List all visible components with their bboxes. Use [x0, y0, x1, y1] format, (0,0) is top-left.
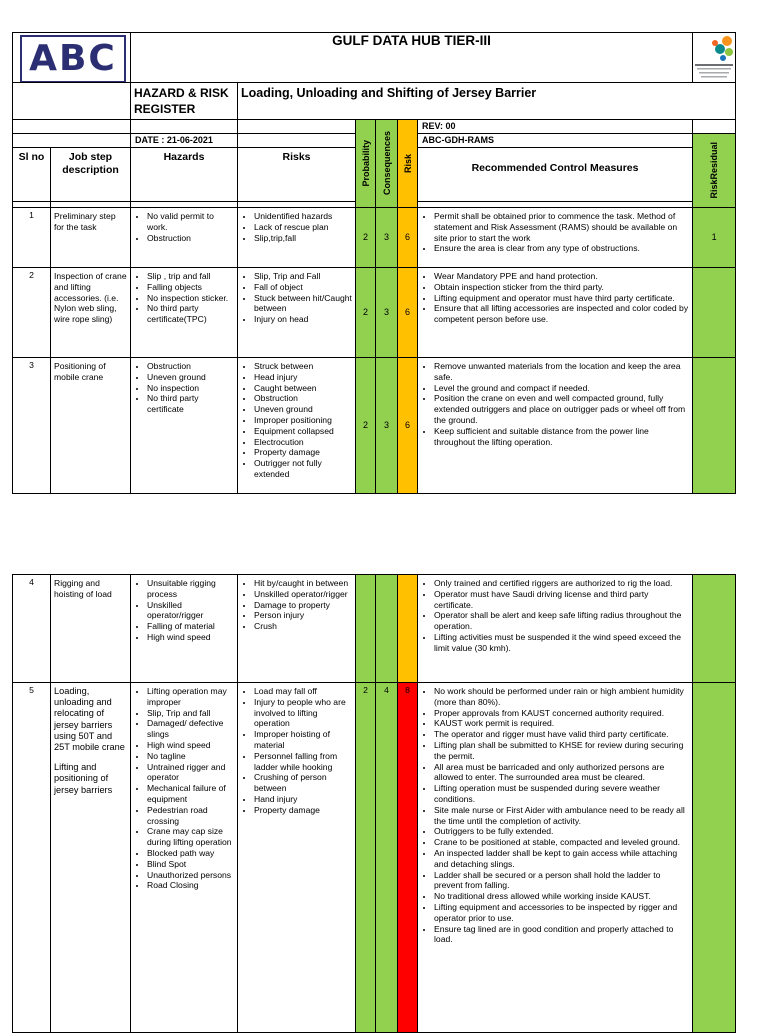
job-step-text: Rigging and hoisting of load: [51, 575, 131, 683]
list-item: • No inspection sticker.: [147, 293, 234, 304]
risk-header: [398, 120, 418, 208]
list-item: • Ladder shall be secured or a person shall hold the ladder to prevent from falling.: [434, 870, 689, 892]
sl-number: 4: [13, 575, 51, 683]
list-item: • Ensure tag lined are in good condition and properly attached to load.: [434, 924, 689, 946]
list-item: • Slip,trip,fall: [254, 233, 352, 244]
list-item: • Outriggers to be fully extended.: [434, 826, 689, 837]
list-item: • Improper hoisting of material: [254, 729, 352, 751]
rev-label: REV: 00: [418, 120, 693, 134]
list-item: • High wind speed: [147, 632, 234, 643]
list-item: • Personnel falling from ladder while hooking: [254, 751, 352, 773]
list-item: • Damage to property: [254, 600, 352, 611]
residual-value: [693, 358, 736, 494]
risk-value: 8: [398, 683, 418, 1033]
list-item: • Falling of material: [147, 621, 234, 632]
hazards-header: Hazards: [131, 148, 238, 202]
list-item: • No third party certificate(TPC): [147, 303, 234, 325]
blank-cell: [131, 120, 238, 134]
doc-ref-label: ABC-GDH-RAMS: [418, 134, 693, 148]
controls-list: [418, 268, 693, 358]
list-item: • Operator must have Saudi driving license and third party certificate.: [434, 589, 689, 611]
list-item: • Obstruction: [254, 393, 352, 404]
job-step-header: Job step description: [51, 148, 131, 202]
list-item: • Remove unwanted materials from the location and keep the area safe.: [434, 361, 689, 383]
residual-label: RiskResidual: [709, 142, 720, 199]
sl-number: 3: [13, 358, 51, 494]
list-item: • Blind Spot: [147, 859, 234, 870]
list-item: • Hit by/caught in between: [254, 578, 352, 589]
list-item: • Ensure that all lifting accessories are inspected and color coded by competent person before use.: [434, 303, 689, 325]
list-item: • Proper approvals from KAUST concerned authority required.: [434, 708, 689, 719]
probability-value: 2: [356, 358, 376, 494]
date-label: DATE : 21-06-2021: [131, 134, 238, 148]
risk-value: 6: [398, 268, 418, 358]
hazards-list: [131, 683, 238, 1033]
probability-value: 2: [356, 683, 376, 1033]
list-item: • Unskilled operator/rigger: [147, 600, 234, 622]
list-item: • Unauthorized persons: [147, 870, 234, 881]
controls-list: [418, 208, 693, 268]
sl-no-header: Sl no: [13, 148, 51, 202]
list-item: • No work should be performed under rain or high ambient humidity (more than 80%).: [434, 686, 689, 708]
list-item: • Falling objects: [147, 282, 234, 293]
list-item: • Keep sufficient and suitable distance from the power line throughout the lifting operation.: [434, 426, 689, 448]
table-row: [13, 575, 736, 683]
job-step-text-2: Lifting and positioning of jersey barriers: [54, 762, 113, 795]
list-item: • Unskilled operator/rigger: [254, 589, 352, 600]
list-item: • Stuck between hit/Caught between: [254, 293, 352, 315]
abc-logo: [20, 35, 126, 83]
hazards-list: [131, 358, 238, 494]
company-logo-cell: [13, 33, 131, 83]
blank-cell: [13, 120, 131, 134]
list-item: • Unsuitable rigging process: [147, 578, 234, 600]
blank-cell: [238, 120, 356, 134]
list-item: • Site male nurse or First Aider with ambulance need to be ready all the time until the completion of activity.: [434, 805, 689, 827]
sl-number: 5: [13, 683, 51, 1033]
hazards-list: [131, 208, 238, 268]
list-item: • Crush: [254, 621, 352, 632]
table-row: [13, 358, 736, 494]
list-item: • The operator and rigger must have valid third party certificate.: [434, 729, 689, 740]
list-item: • Wear Mandatory PPE and hand protection.: [434, 271, 689, 282]
list-item: • Person injury: [254, 610, 352, 621]
abc-logo-text: ABC: [29, 37, 117, 79]
consequence-value: 4: [376, 683, 398, 1033]
risks-header: Risks: [238, 148, 356, 202]
job-step-text: Loading, unloading and relocating of jersey barriers using 50T and 25T mobile crane: [54, 686, 125, 753]
consequence-value: 3: [376, 208, 398, 268]
risk-value: 6: [398, 358, 418, 494]
consequences-label: Consequences: [381, 131, 392, 196]
list-item: • Crushing of person between: [254, 772, 352, 794]
list-item: • Obtain inspection sticker from the third party.: [434, 282, 689, 293]
list-item: • Lack of rescue plan: [254, 222, 352, 233]
list-item: • Lifting activities must be suspended it the wind speed exceed the limit value (30 kmh).: [434, 632, 689, 654]
list-item: • Obstruction: [147, 361, 234, 372]
list-item: • Blocked path way: [147, 848, 234, 859]
job-step-cell: [51, 683, 131, 1033]
residual-header: [693, 134, 736, 208]
list-item: • No tagline: [147, 751, 234, 762]
table-row: [13, 208, 736, 268]
list-item: • Caught between: [254, 383, 352, 394]
list-item: • Uneven ground: [254, 404, 352, 415]
controls-list: [418, 358, 693, 494]
list-item: • Pedestrian road crossing: [147, 805, 234, 827]
list-item: • Property damage: [254, 805, 352, 816]
risks-list: [238, 208, 356, 268]
list-item: • All area must be barricaded and only authorized persons are allowed to enter. The surrounded area must be cleared.: [434, 762, 689, 784]
job-step-text: Positioning of mobile crane: [51, 358, 131, 494]
list-item: • Position the crane on even and well compacted ground, fully extended outriggers and place on outrigger pads or wheel off from the ground.: [434, 393, 689, 425]
controls-list: [418, 683, 693, 1033]
list-item: • No third party certificate: [147, 393, 234, 415]
list-item: • Electrocution: [254, 437, 352, 448]
hazards-list: [131, 268, 238, 358]
list-item: • Permit shall be obtained prior to commence the task. Method of statement and Risk Assessment (RAMS) should be available on site prior to start the work: [434, 211, 689, 243]
controls-header: Recommended Control Measures: [418, 148, 693, 202]
list-item: • Improper positioning: [254, 415, 352, 426]
list-item: • Crane to be positioned at stable, compacted and leveled ground.: [434, 837, 689, 848]
list-item: • Lifting plan shall be submitted to KHSE for review during securing the permit.: [434, 740, 689, 762]
blank-cell: [238, 134, 356, 148]
sl-number: 1: [13, 208, 51, 268]
list-item: • Crane may cap size during lifting operation: [147, 826, 234, 848]
controls-list: [418, 575, 693, 683]
risks-list: [238, 268, 356, 358]
list-item: • Slip, Trip and fall: [147, 708, 234, 719]
list-item: • Injury on head: [254, 314, 352, 325]
list-item: • Slip , trip and fall: [147, 271, 234, 282]
risk-register-table-page-1: [12, 32, 736, 494]
probability-value: 2: [356, 208, 376, 268]
list-item: • Lifting equipment and operator must have third party certificate.: [434, 293, 689, 304]
list-item: • Unidentified hazards: [254, 211, 352, 222]
list-item: • An inspected ladder shall be kept to gain access while attaching and detaching slings.: [434, 848, 689, 870]
list-item: • Hand injury: [254, 794, 352, 805]
risks-list: [238, 683, 356, 1033]
consequence-value: 3: [376, 358, 398, 494]
job-step-text: Inspection of crane and lifting accessories. (i.e. Nylon web sling, wire rope sling): [51, 268, 131, 358]
job-step-text: Preliminary step for the task: [51, 208, 131, 268]
list-item: • No inspection: [147, 383, 234, 394]
list-item: • Obstruction: [147, 233, 234, 244]
list-item: • Slip, Trip and Fall: [254, 271, 352, 282]
kaust-logo-icon: [693, 33, 735, 81]
risks-list: [238, 358, 356, 494]
list-item: • Level the ground and compact if needed.: [434, 383, 689, 394]
list-item: • KAUST work permit is required.: [434, 718, 689, 729]
list-item: • High wind speed: [147, 740, 234, 751]
consequence-value: [376, 575, 398, 683]
list-item: • Road Closing: [147, 880, 234, 891]
blank-cell: [693, 120, 736, 134]
list-item: • Struck between: [254, 361, 352, 372]
residual-value: 1: [693, 208, 736, 268]
table-row: [13, 268, 736, 358]
residual-value: [693, 268, 736, 358]
register-label: HAZARD & RISK REGISTER: [131, 83, 238, 120]
list-item: • Uneven ground: [147, 372, 234, 383]
list-item: • Fall of object: [254, 282, 352, 293]
list-item: • Property damage: [254, 447, 352, 458]
blank-cell: [13, 134, 131, 148]
list-item: • Only trained and certified riggers are authorized to rig the load.: [434, 578, 689, 589]
list-item: • Lifting operation must be suspended during severe weather conditions.: [434, 783, 689, 805]
list-item: • Injury to people who are involved to lifting operation: [254, 697, 352, 729]
table-row: [13, 683, 736, 1033]
list-item: • Outrigger not fully extended: [254, 458, 352, 480]
list-item: • Damaged/ defective slings: [147, 718, 234, 740]
list-item: • No traditional dress allowed while working inside KAUST.: [434, 891, 689, 902]
kaust-logo-cell: [693, 33, 736, 83]
list-item: • Lifting operation may improper: [147, 686, 234, 708]
list-item: • Lifting equipment and accessories to be inspected by rigger and operator prior to use.: [434, 902, 689, 924]
risk-value: 6: [398, 208, 418, 268]
risks-list: [238, 575, 356, 683]
document-title: GULF DATA HUB TIER-III: [131, 33, 693, 83]
list-item: • Load may fall off: [254, 686, 352, 697]
sl-number: 2: [13, 268, 51, 358]
hazards-list: [131, 575, 238, 683]
list-item: • Ensure the area is clear from any type of obstructions.: [434, 243, 689, 254]
probability-label: Probability: [360, 140, 371, 187]
list-item: • Untrained rigger and operator: [147, 762, 234, 784]
consequences-header: [376, 120, 398, 208]
blank-cell: [13, 83, 131, 120]
list-item: • Mechanical failure of equipment: [147, 783, 234, 805]
risk-value: [398, 575, 418, 683]
probability-value: [356, 575, 376, 683]
risk-register-table-page-2: [12, 574, 736, 1033]
probability-header: [356, 120, 376, 208]
list-item: • Equipment collapsed: [254, 426, 352, 437]
consequence-value: 3: [376, 268, 398, 358]
residual-value: [693, 683, 736, 1033]
activity-title: Loading, Unloading and Shifting of Jersey Barrier: [238, 83, 736, 120]
list-item: • Head injury: [254, 372, 352, 383]
list-item: • No valid permit to work.: [147, 211, 234, 233]
risk-label: Risk: [402, 153, 413, 173]
list-item: • Operator shall be alert and keep safe lifting radius throughout the operation.: [434, 610, 689, 632]
probability-value: 2: [356, 268, 376, 358]
residual-value: [693, 575, 736, 683]
